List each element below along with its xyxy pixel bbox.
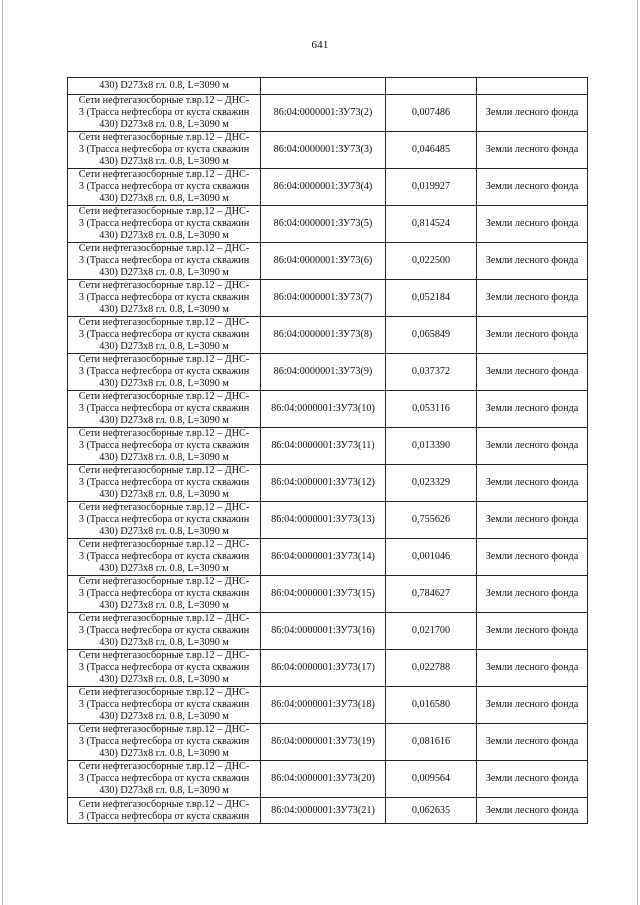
description-line: 430) D273x8 гл. 0.8, L=3090 м: [99, 785, 229, 796]
cadastral-number: 86:04:0000001:ЗУ73(15): [261, 576, 386, 613]
description-line: 430) D273x8 гл. 0.8, L=3090 м: [99, 748, 229, 759]
description-line: 3 (Трасса нефтесбора от куста скважин: [78, 477, 250, 488]
description-line: 3 (Трасса нефтесбора от куста скважин: [78, 292, 250, 303]
cadastral-number: 86:04:0000001:ЗУ73(7): [261, 280, 386, 317]
cadastral-number: 86:04:0000001:ЗУ73(5): [261, 206, 386, 243]
description-line: 3 (Трасса нефтесбора от куста скважин: [78, 773, 250, 784]
object-description: [68, 613, 261, 650]
area-value: 0,052184: [386, 280, 477, 317]
description-line: 430) D273x8 гл. 0.8, L=3090 м: [99, 452, 229, 463]
area-value: 0,784627: [386, 576, 477, 613]
description-line: 430) D273x8 гл. 0.8, L=3090 м: [99, 193, 229, 204]
object-description: [68, 206, 261, 243]
land-category: Земли лесного фонда: [477, 95, 588, 132]
description-line: Сети нефтегазосборные т.вр.12 – ДНС-: [78, 317, 250, 328]
description-line: Сети нефтегазосборные т.вр.12 – ДНС-: [78, 428, 250, 439]
land-category: Земли лесного фонда: [477, 169, 588, 206]
description-line: 3 (Трасса нефтесбора от куста скважин: [78, 662, 250, 673]
description-line: 430) D273x8 гл. 0.8, L=3090 м: [99, 304, 229, 315]
table-row: [68, 687, 588, 724]
object-description: [68, 761, 261, 798]
description-line: Сети нефтегазосборные т.вр.12 – ДНС-: [78, 539, 250, 550]
area-value: 0,016580: [386, 687, 477, 724]
description-line: Сети нефтегазосборные т.вр.12 – ДНС-: [78, 650, 250, 661]
cadastral-number: 86:04:0000001:ЗУ73(18): [261, 687, 386, 724]
land-category: Земли лесного фонда: [477, 687, 588, 724]
object-description: [68, 650, 261, 687]
table-row: [68, 650, 588, 687]
description-line: 430) D273x8 гл. 0.8, L=3090 м: [99, 711, 229, 722]
area-value: 0,814524: [386, 206, 477, 243]
cadastral-number: 86:04:0000001:ЗУ73(2): [261, 95, 386, 132]
area-value: 0,053116: [386, 391, 477, 428]
table-row-continued: [68, 78, 588, 95]
description-line: 430) D273x8 гл. 0.8, L=3090 м: [99, 119, 229, 130]
table-row: [68, 502, 588, 539]
area-value: 0,021700: [386, 613, 477, 650]
land-category: [477, 78, 588, 95]
land-category: Земли лесного фонда: [477, 502, 588, 539]
description-line: 3 (Трасса нефтесбора от куста скважин: [78, 551, 250, 562]
land-category: Земли лесного фонда: [477, 243, 588, 280]
description-line: 3 (Трасса нефтесбора от куста скважин: [78, 625, 250, 636]
description-line: Сети нефтегазосборные т.вр.12 – ДНС-: [78, 206, 250, 217]
cadastral-number: 86:04:0000001:ЗУ73(16): [261, 613, 386, 650]
land-category: Земли лесного фонда: [477, 206, 588, 243]
table-row: [68, 613, 588, 650]
object-description: [68, 78, 261, 95]
object-description: [68, 354, 261, 391]
area-value: [386, 78, 477, 95]
cadastral-number: 86:04:0000001:ЗУ73(19): [261, 724, 386, 761]
table-row: [68, 539, 588, 576]
area-value: 0,065849: [386, 317, 477, 354]
table-row: [68, 391, 588, 428]
cadastral-number: 86:04:0000001:ЗУ73(17): [261, 650, 386, 687]
description-line: 3 (Трасса нефтесбора от куста скважин: [78, 588, 250, 599]
table-row: [68, 798, 588, 824]
land-category: Земли лесного фонда: [477, 354, 588, 391]
land-category: Земли лесного фонда: [477, 465, 588, 502]
area-value: 0,023329: [386, 465, 477, 502]
description-line: Сети нефтегазосборные т.вр.12 – ДНС-: [78, 391, 250, 402]
description-line: 3 (Трасса нефтесбора от куста скважин: [78, 218, 250, 229]
description-line: Сети нефтегазосборные т.вр.12 – ДНС-: [78, 613, 250, 624]
page-number: 641: [311, 39, 329, 51]
area-value: 0,755626: [386, 502, 477, 539]
description-line: 3 (Трасса нефтесбора от куста скважин: [78, 181, 250, 192]
area-value: 0,037372: [386, 354, 477, 391]
area-value: 0,046485: [386, 132, 477, 169]
description-line: Сети нефтегазосборные т.вр.12 – ДНС-: [78, 95, 250, 106]
description-line: 430) D273x8 гл. 0.8, L=3090 м: [99, 563, 229, 574]
description-line: 430) D273x8 гл. 0.8, L=3090 м: [99, 637, 229, 648]
description-line: Сети нефтегазосборные т.вр.12 – ДНС-: [78, 354, 250, 365]
land-category: Земли лесного фонда: [477, 132, 588, 169]
table-row: [68, 243, 588, 280]
description-line: 3 (Трасса нефтесбора от куста скважин: [78, 329, 250, 340]
page-edge-right: [637, 0, 638, 905]
description-line: 430) D273x8 гл. 0.8, L=3090 м: [99, 156, 229, 167]
area-value: 0,013390: [386, 428, 477, 465]
description-line: 430) D273x8 гл. 0.8, L=3090 м: [99, 267, 229, 278]
description-line: 430) D273x8 гл. 0.8, L=3090 м: [99, 600, 229, 611]
description-line: 3 (Трасса нефтесбора от куста скважин: [78, 810, 250, 822]
land-category: Земли лесного фонда: [477, 539, 588, 576]
land-plots-table: [67, 77, 588, 824]
description-line: 3 (Трасса нефтесбора от куста скважин: [78, 514, 250, 525]
description-line: 3 (Трасса нефтесбора от куста скважин: [78, 255, 250, 266]
description-line: Сети нефтегазосборные т.вр.12 – ДНС-: [78, 243, 250, 254]
description-line: 3 (Трасса нефтесбора от куста скважин: [78, 403, 250, 414]
object-description: [68, 428, 261, 465]
land-category: Земли лесного фонда: [477, 391, 588, 428]
table-row: [68, 576, 588, 613]
land-category: Земли лесного фонда: [477, 613, 588, 650]
description-line: 3 (Трасса нефтесбора от куста скважин: [78, 699, 250, 710]
description-line: 430) D273x8 гл. 0.8, L=3090 м: [99, 378, 229, 389]
object-description: [68, 391, 261, 428]
object-description: [68, 317, 261, 354]
table-row: [68, 95, 588, 132]
object-description: [68, 132, 261, 169]
object-description: [68, 576, 261, 613]
cadastral-number: 86:04:0000001:ЗУ73(6): [261, 243, 386, 280]
object-description: [68, 243, 261, 280]
table-row: [68, 317, 588, 354]
table-row: [68, 724, 588, 761]
table-row: [68, 428, 588, 465]
description-line: Сети нефтегазосборные т.вр.12 – ДНС-: [78, 502, 250, 513]
description-line: Сети нефтегазосборные т.вр.12 – ДНС-: [78, 280, 250, 291]
land-category: Земли лесного фонда: [477, 724, 588, 761]
land-category: Земли лесного фонда: [477, 317, 588, 354]
table-row: [68, 132, 588, 169]
table-row: [68, 465, 588, 502]
table-body: [68, 78, 588, 824]
description-line: 430) D273x8 гл. 0.8, L=3090 м: [99, 341, 229, 352]
cadastral-number: 86:04:0000001:ЗУ73(13): [261, 502, 386, 539]
land-category: Земли лесного фонда: [477, 576, 588, 613]
description-line: 430) D273x8 гл. 0.8, L=3090 м: [99, 674, 229, 685]
object-description: [68, 280, 261, 317]
description-line: Сети нефтегазосборные т.вр.12 – ДНС-: [78, 687, 250, 698]
land-category: Земли лесного фонда: [477, 280, 588, 317]
area-value: 0,007486: [386, 95, 477, 132]
object-description: [68, 169, 261, 206]
area-value: 0,022788: [386, 650, 477, 687]
area-value: 0,081616: [386, 724, 477, 761]
object-description: [68, 687, 261, 724]
cadastral-number: 86:04:0000001:ЗУ73(10): [261, 391, 386, 428]
description-line: 430) D273x8 гл. 0.8, L=3090 м: [99, 80, 229, 91]
object-description: [68, 465, 261, 502]
description-line: Сети нефтегазосборные т.вр.12 – ДНС-: [78, 465, 250, 476]
description-line: Сети нефтегазосборные т.вр.12 – ДНС-: [78, 798, 250, 810]
description-line: Сети нефтегазосборные т.вр.12 – ДНС-: [78, 724, 250, 735]
cadastral-number: 86:04:0000001:ЗУ73(4): [261, 169, 386, 206]
description-line: Сети нефтегазосборные т.вр.12 – ДНС-: [78, 761, 250, 772]
cadastral-number: 86:04:0000001:ЗУ73(14): [261, 539, 386, 576]
land-category: Земли лесного фонда: [477, 761, 588, 798]
description-line: 3 (Трасса нефтесбора от куста скважин: [78, 144, 250, 155]
object-description: [68, 724, 261, 761]
cadastral-number: 86:04:0000001:ЗУ73(21): [261, 798, 386, 824]
description-line: Сети нефтегазосборные т.вр.12 – ДНС-: [78, 132, 250, 143]
table-row: [68, 169, 588, 206]
area-value: 0,022500: [386, 243, 477, 280]
area-value: 0,001046: [386, 539, 477, 576]
area-value: 0,009564: [386, 761, 477, 798]
description-line: 3 (Трасса нефтесбора от куста скважин: [78, 366, 250, 377]
description-line: 3 (Трасса нефтесбора от куста скважин: [78, 736, 250, 747]
cadastral-number: [261, 78, 386, 95]
description-line: 3 (Трасса нефтесбора от куста скважин: [78, 440, 250, 451]
cadastral-number: 86:04:0000001:ЗУ73(8): [261, 317, 386, 354]
area-value: 0,062635: [386, 798, 477, 824]
description-line: 3 (Трасса нефтесбора от куста скважин: [78, 107, 250, 118]
description-line: 430) D273x8 гл. 0.8, L=3090 м: [99, 415, 229, 426]
description-line: 430) D273x8 гл. 0.8, L=3090 м: [99, 489, 229, 500]
land-category: Земли лесного фонда: [477, 798, 588, 824]
description-line: 430) D273x8 гл. 0.8, L=3090 м: [99, 526, 229, 537]
cadastral-number: 86:04:0000001:ЗУ73(3): [261, 132, 386, 169]
area-value: 0,019927: [386, 169, 477, 206]
page-edge-left: [2, 0, 3, 905]
table-row: [68, 280, 588, 317]
table-row: [68, 206, 588, 243]
table-row: [68, 354, 588, 391]
land-category: Земли лесного фонда: [477, 650, 588, 687]
description-line: Сети нефтегазосборные т.вр.12 – ДНС-: [78, 169, 250, 180]
cadastral-number: 86:04:0000001:ЗУ73(12): [261, 465, 386, 502]
object-description: [68, 798, 261, 824]
cadastral-number: 86:04:0000001:ЗУ73(11): [261, 428, 386, 465]
land-category: Земли лесного фонда: [477, 428, 588, 465]
cadastral-number: 86:04:0000001:ЗУ73(9): [261, 354, 386, 391]
object-description: [68, 539, 261, 576]
object-description: [68, 502, 261, 539]
description-line: Сети нефтегазосборные т.вр.12 – ДНС-: [78, 576, 250, 587]
cadastral-number: 86:04:0000001:ЗУ73(20): [261, 761, 386, 798]
description-line: 430) D273x8 гл. 0.8, L=3090 м: [99, 230, 229, 241]
object-description: [68, 95, 261, 132]
table-row: [68, 761, 588, 798]
